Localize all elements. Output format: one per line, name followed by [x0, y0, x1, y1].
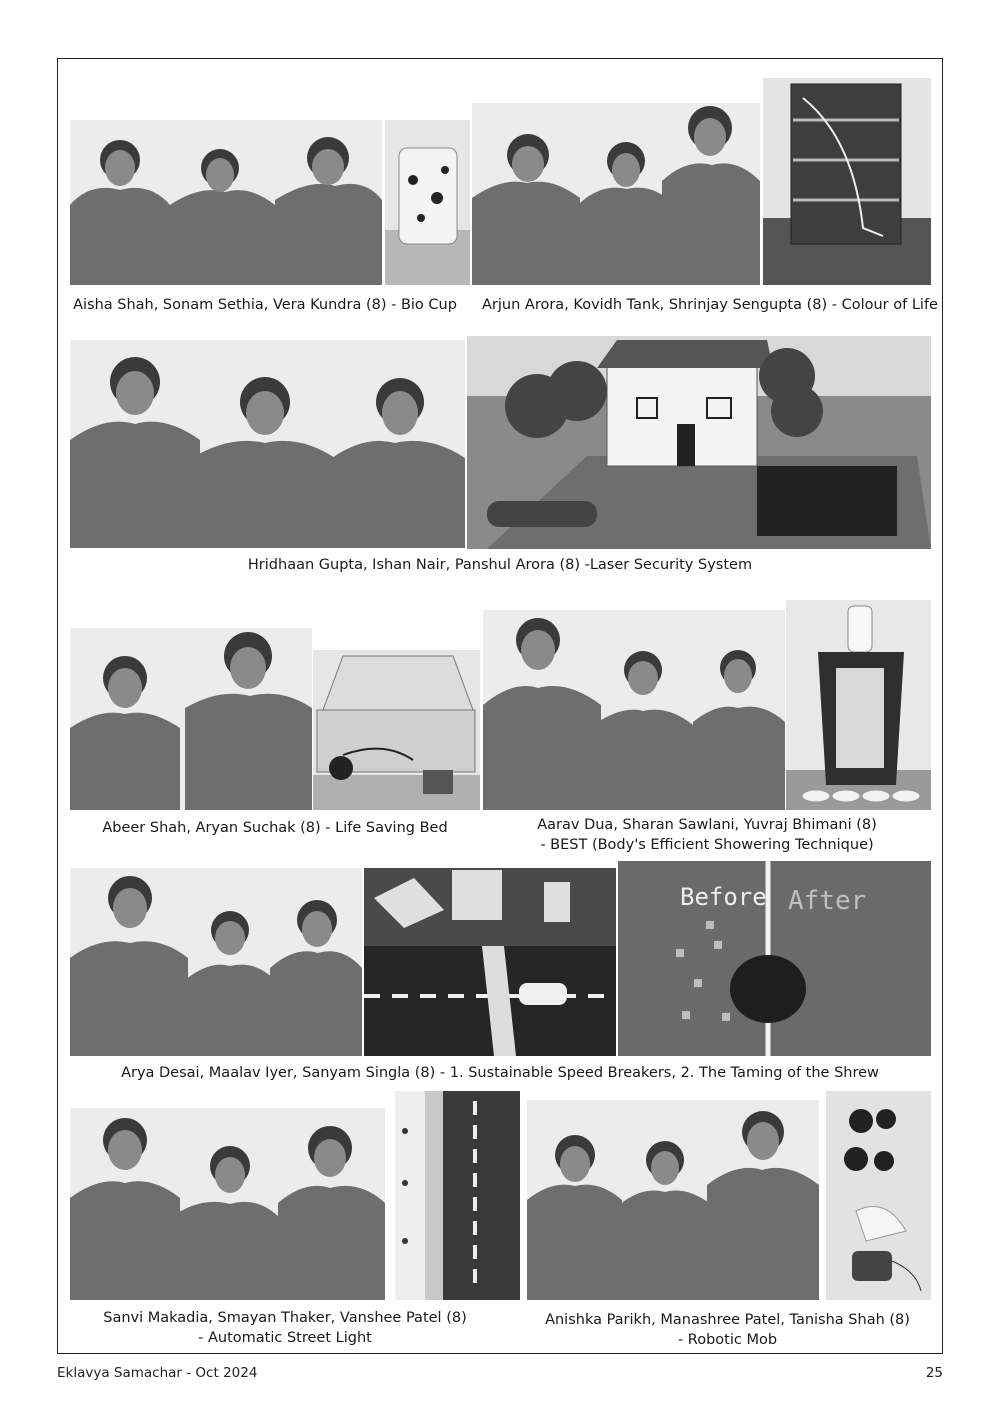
speed-breaker-model-photo — [364, 868, 616, 1056]
before-label: Before — [680, 883, 767, 911]
page-number: 25 — [925, 1365, 943, 1381]
student-group-photo — [472, 103, 760, 285]
student-group-photo — [70, 1108, 385, 1300]
caption-best-line2: - BEST (Body's Efficient Showering Technique) — [540, 837, 874, 853]
caption-best-line1: Aarav Dua, Sharan Sawlani, Yuvraj Bhimani (8) — [537, 817, 877, 833]
caption-street-light-line2: - Automatic Street Light — [198, 1330, 372, 1346]
student-group-photo — [527, 1100, 819, 1300]
caption-street-light-line1: Sanvi Makadia, Smayan Thaker, Vanshee Patel (8) — [103, 1310, 467, 1326]
street-light-model-photo — [395, 1091, 520, 1300]
caption-speed-breakers-shrew: Arya Desai, Maalav Iyer, Sanyam Singla (8) - 1. Sustainable Speed Breakers, 2. The Taming of the Shrew — [121, 1065, 879, 1081]
student-group-photo — [483, 610, 785, 810]
caption-robotic-mob-line1: Anishka Parikh, Manashree Patel, Tanisha Shah (8) — [545, 1312, 910, 1328]
caption-bio-cup: Aisha Shah, Sonam Sethia, Vera Kundra (8) - Bio Cup — [73, 297, 457, 313]
after-label: After — [788, 886, 867, 916]
laser-security-model-photo — [467, 336, 931, 549]
student-group-photo — [70, 340, 465, 548]
life-saving-bed-model-photo — [313, 650, 480, 810]
caption-life-saving-bed: Abeer Shah, Aryan Suchak (8) - Life Saving Bed — [102, 820, 448, 836]
caption-robotic-mob-line2: - Robotic Mob — [677, 1332, 778, 1348]
taming-of-shrew-model-photo — [618, 861, 931, 1056]
student-group-photo — [70, 868, 362, 1056]
publication-title: Eklavya Samachar - Oct 2024 — [57, 1365, 258, 1381]
caption-laser-security: Hridhaan Gupta, Ishan Nair, Panshul Arora (8) -Laser Security System — [247, 557, 753, 573]
caption-colour-of-life: Arjun Arora, Kovidh Tank, Shrinjay Sengupta (8) - Colour of Life — [482, 297, 938, 313]
robotic-mob-model-photo — [826, 1091, 931, 1300]
bio-cup-photo — [385, 120, 470, 285]
student-group-photo — [70, 628, 312, 810]
shower-model-photo — [786, 600, 931, 810]
colour-of-life-model-photo — [763, 78, 931, 285]
student-group-photo — [70, 120, 382, 285]
